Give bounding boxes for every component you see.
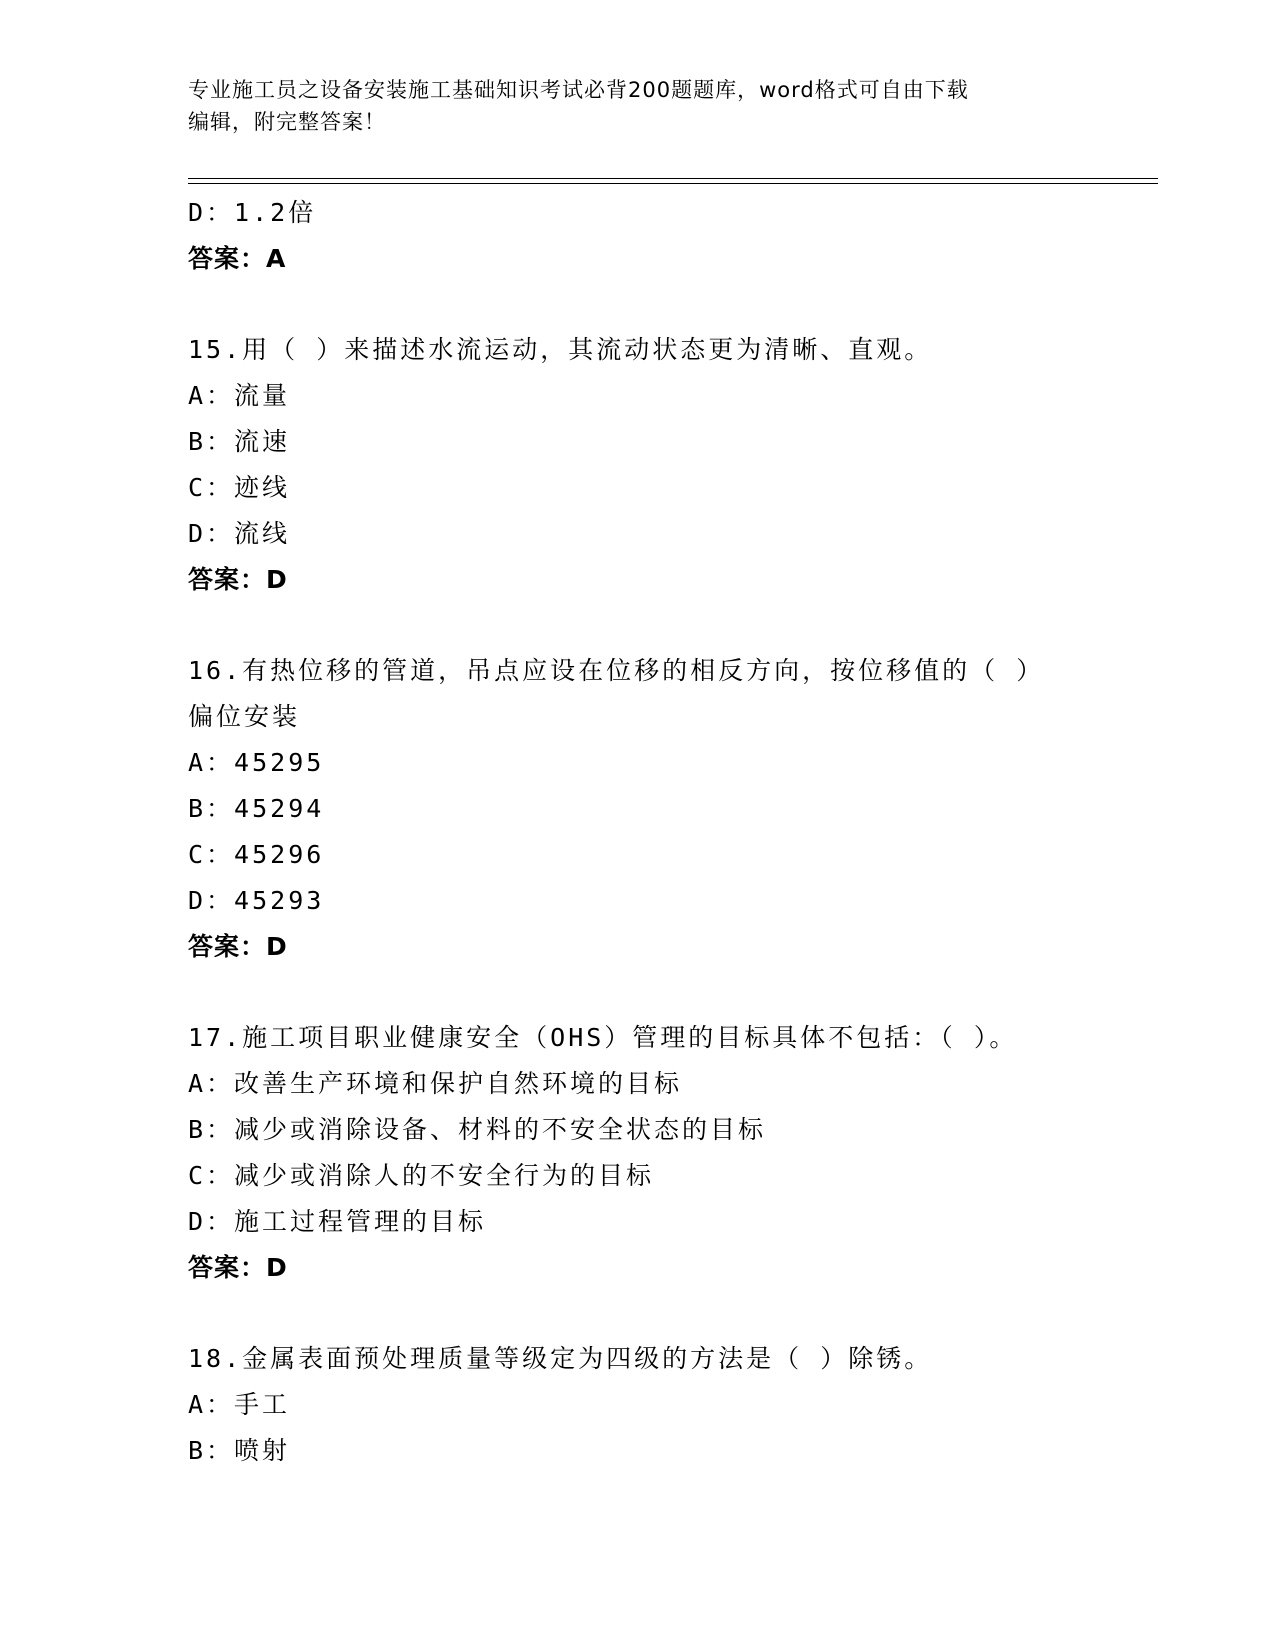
question-14-answer: 答案：A [188, 244, 287, 273]
question-18 [188, 1336, 1158, 1474]
spacer [188, 603, 1158, 648]
option-c: C：减少或消除人的不安全行为的目标 [188, 1161, 655, 1190]
option-a: A：手工 [188, 1390, 291, 1419]
header-divider-bottom [188, 183, 1158, 184]
question-stem: 18.金属表面预处理质量等级定为四级的方法是（ ）除锈。 [188, 1344, 933, 1373]
option-c: C：迹线 [188, 473, 291, 502]
spacer [188, 282, 1158, 327]
option-b: B：流速 [188, 427, 291, 456]
question-17 [188, 1015, 1158, 1291]
question-list [188, 190, 1158, 1474]
option-a: A：改善生产环境和保护自然环境的目标 [188, 1069, 683, 1098]
document-header [188, 74, 1088, 138]
question-stem: 15.用（ ）来描述水流运动，其流动状态更为清晰、直观。 [188, 335, 933, 364]
option-b: B：减少或消除设备、材料的不安全状态的目标 [188, 1115, 767, 1144]
option-d: D：45293 [188, 886, 325, 915]
question-14-option-d: D：1.2倍 [188, 198, 317, 227]
option-d: D：施工过程管理的目标 [188, 1207, 487, 1236]
answer: 答案：D [188, 1253, 288, 1282]
option-d: D：流线 [188, 519, 291, 548]
option-b: B：45294 [188, 794, 325, 823]
question-15 [188, 327, 1158, 603]
header-title-line-2: 编辑，附完整答案！ [188, 110, 386, 134]
header-divider-top [188, 178, 1158, 179]
spacer [188, 1291, 1158, 1336]
question-stem-continued: 偏位安装 [188, 702, 301, 731]
spacer [188, 970, 1158, 1015]
answer: 答案：D [188, 932, 288, 961]
option-a: A：流量 [188, 381, 291, 410]
option-a: A：45295 [188, 748, 325, 777]
option-b: B：喷射 [188, 1436, 291, 1465]
option-c: C：45296 [188, 840, 325, 869]
question-16 [188, 648, 1158, 970]
header-title-line-1: 专业施工员之设备安装施工基础知识考试必背200题题库，word格式可自由下载 [188, 78, 969, 102]
question-stem: 17.施工项目职业健康安全（OHS）管理的目标具体不包括：（ ）。 [188, 1023, 1018, 1052]
answer: 答案：D [188, 565, 288, 594]
question-stem: 16.有热位移的管道，吊点应设在位移的相反方向，按位移值的（ ） [188, 656, 1045, 685]
